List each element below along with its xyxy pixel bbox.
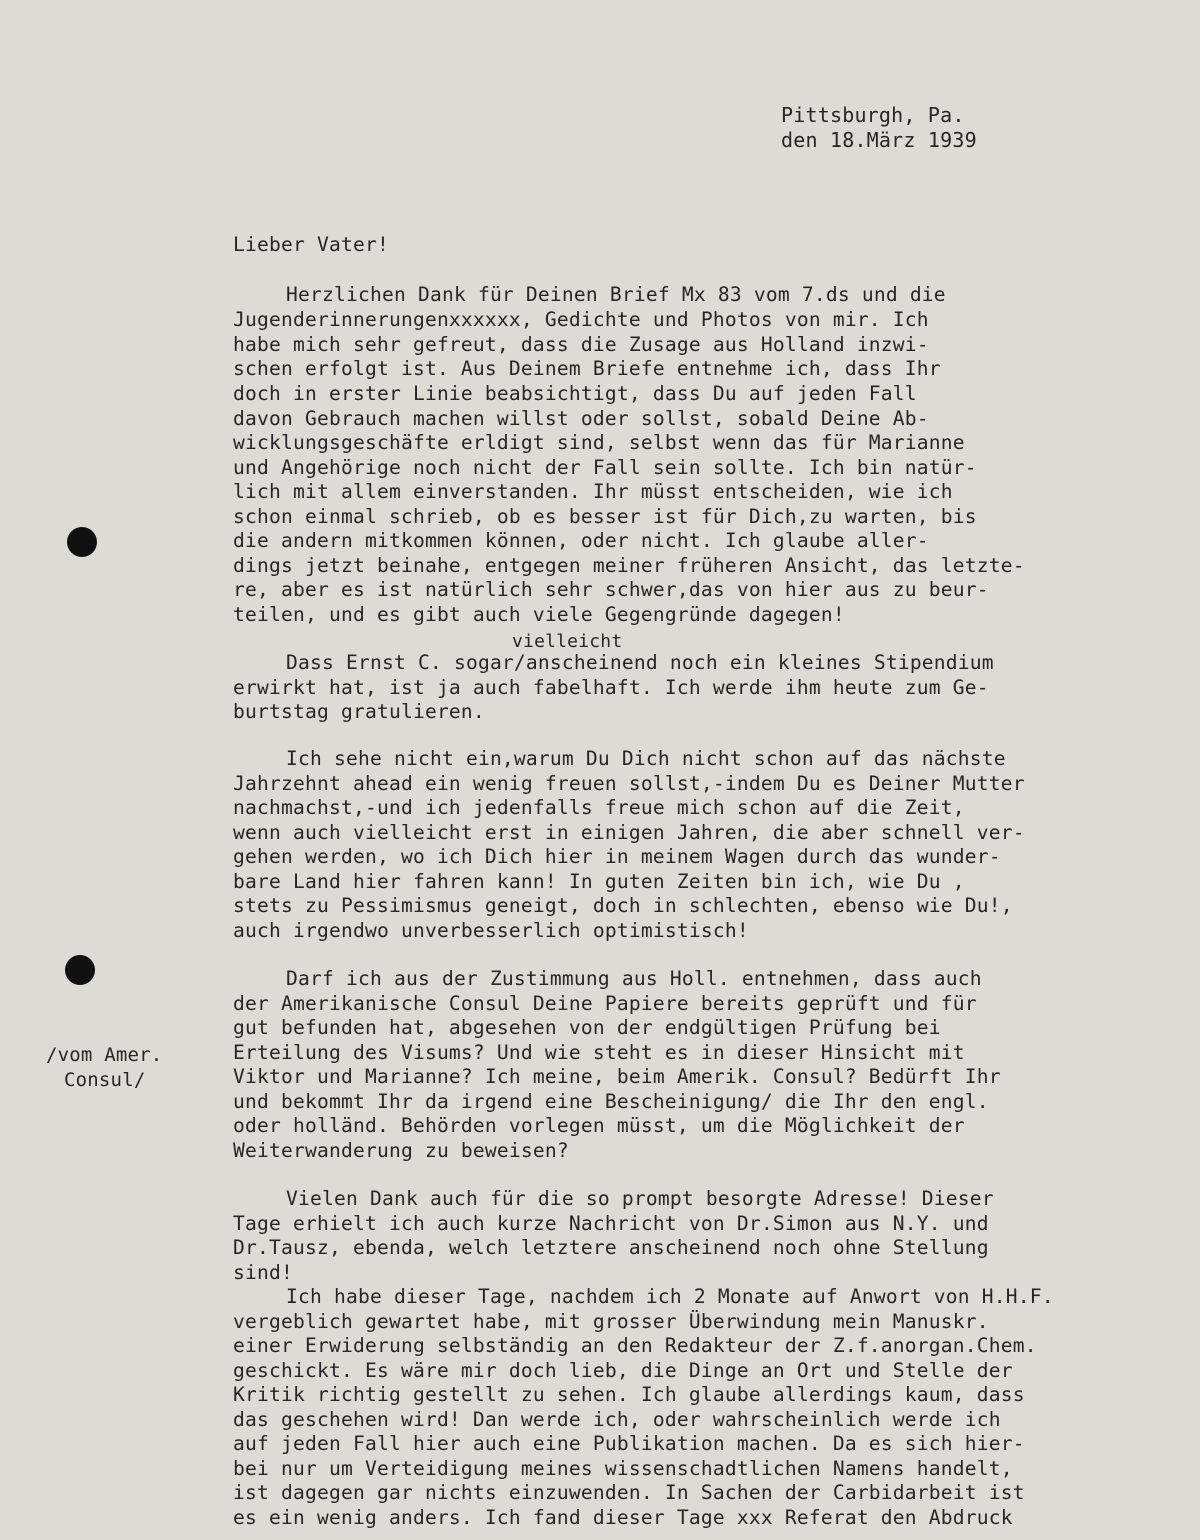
letter-place: Pittsburgh, Pa. [781, 103, 965, 127]
letter-date: den 18.März 1939 [781, 128, 977, 152]
margin-note-line: /vom Amer. [46, 1044, 163, 1066]
body-line: vergeblich gewartet habe, mit grosser Überwindung mein Manuskr. [233, 1310, 989, 1333]
body-line: der Amerikanische Consul Deine Papiere bereits geprüft und für [233, 992, 977, 1015]
body-line: Dass Ernst C. sogar/anscheinend noch ein kleines Stipendium [286, 651, 994, 674]
body-line: Weiterwanderung zu beweisen? [233, 1139, 569, 1162]
margin-note-line: Consul/ [64, 1069, 146, 1091]
body-line: auf jeden Fall hier auch eine Publikation machen. Da es sich hier- [233, 1432, 1025, 1455]
body-line: lich mit allem einverstanden. Ihr müsst entscheiden, wie ich [233, 480, 953, 503]
body-line: ist dagegen gar nichts einzuwenden. In Sachen der Carbidarbeit ist [233, 1481, 1025, 1504]
body-line: stets zu Pessimismus geneigt, doch in schlechten, ebenso wie Du!, [233, 894, 1013, 917]
body-line: es ein wenig anders. Ich fand dieser Tage xxx Referat den Abdruck [233, 1506, 1013, 1529]
body-line: gehen werden, wo ich Dich hier in meinem Wagen durch das wunder- [233, 845, 1001, 868]
body-line: burtstag gratulieren. [233, 700, 485, 723]
body-line: schon einmal schrieb, ob es besser ist für Dich,zu warten, bis [233, 505, 977, 528]
body-line: Vielen Dank auch für die so prompt besorgte Adresse! Dieser [286, 1187, 994, 1210]
body-line: Tage erhielt ich auch kurze Nachricht von Dr.Simon aus N.Y. und [233, 1212, 989, 1235]
punch-hole-top [67, 527, 97, 557]
body-line: auch irgendwo unverbesserlich optimistisch! [233, 919, 749, 942]
body-line: geschickt. Es wäre mir doch lieb, die Dinge an Ort und Stelle der [233, 1359, 1013, 1382]
body-line: habe mich sehr gefreut, dass die Zusage aus Holland inzwi- [233, 333, 929, 356]
body-line: re, aber es ist natürlich sehr schwer,das von hier aus zu beur- [233, 578, 989, 601]
body-line: und bekommt Ihr da irgend eine Bescheinigung/ die Ihr den engl. [233, 1090, 989, 1113]
body-line: Viktor und Marianne? Ich meine, beim Amerik. Consul? Bedürft Ihr [233, 1065, 1001, 1088]
body-line: das geschehen wird! Dan werde ich, oder wahrscheinlich werde ich [233, 1408, 1001, 1431]
body-line: erwirkt hat, ist ja auch fabelhaft. Ich werde ihm heute zum Ge- [233, 676, 989, 699]
body-line: doch in erster Linie beabsichtigt, dass Du auf jeden Fall [233, 382, 917, 405]
body-line: oder holländ. Behörden vorlegen müsst, um die Möglichkeit der [233, 1114, 965, 1137]
body-line: dings jetzt beinahe, entgegen meiner früheren Ansicht, das letzte- [233, 554, 1025, 577]
body-line: bare Land hier fahren kann! In guten Zeiten bin ich, wie Du , [233, 870, 965, 893]
body-line: Darf ich aus der Zustimmung aus Holl. entnehmen, dass auch [286, 967, 982, 990]
interlinear-insertion: vielleicht [512, 631, 623, 652]
body-line: sind! [233, 1261, 293, 1284]
body-line: Kritik richtig gestellt zu sehen. Ich glaube allerdings kaum, dass [233, 1383, 1025, 1406]
body-line: Herzlichen Dank für Deinen Brief Mx 83 vom 7.ds und die [286, 283, 946, 306]
body-line: bei nur um Verteidigung meines wissenschadtlichen Namens handelt, [233, 1457, 1013, 1480]
body-line: wicklungsgeschäfte erldigt sind, selbst wenn das für Marianne [233, 431, 965, 454]
body-line: wenn auch vielleicht erst in einigen Jahren, die aber schnell ver- [233, 821, 1025, 844]
body-line: gut befunden hat, abgesehen von der endgültigen Prüfung bei [233, 1016, 941, 1039]
body-line: Ich habe dieser Tage, nachdem ich 2 Monate auf Anwort von H.H.F. [286, 1285, 1054, 1308]
body-line: Jahrzehnt ahead ein wenig freuen sollst,-indem Du es Deiner Mutter [233, 772, 1025, 795]
salutation: Lieber Vater! [233, 233, 389, 256]
body-line: und Angehörige noch nicht der Fall sein sollte. Ich bin natür- [233, 456, 977, 479]
punch-hole-bottom [65, 955, 95, 985]
body-line: davon Gebrauch machen willst oder sollst, sobald Deine Ab- [233, 407, 929, 430]
body-line: die andern mitkommen können, oder nicht. Ich glaube aller- [233, 529, 929, 552]
body-line: Jugenderinnerungenxxxxxx, Gedichte und Photos von mir. Ich [233, 308, 929, 331]
body-line: Ich sehe nicht ein,warum Du Dich nicht schon auf das nächste [286, 747, 1006, 770]
body-line: Dr.Tausz, ebenda, welch letztere anscheinend noch ohne Stellung [233, 1236, 989, 1259]
body-line: teilen, und es gibt auch viele Gegengründe dagegen! [233, 603, 845, 626]
body-line: nachmachst,-und ich jedenfalls freue mich schon auf die Zeit, [233, 796, 965, 819]
body-line: einer Erwiderung selbständig an den Redakteur der Z.f.anorgan.Chem. [233, 1334, 1037, 1357]
body-line: Erteilung des Visums? Und wie steht es in dieser Hinsicht mit [233, 1041, 965, 1064]
body-line: schen erfolgt ist. Aus Deinem Briefe entnehme ich, dass Ihr [233, 357, 941, 380]
